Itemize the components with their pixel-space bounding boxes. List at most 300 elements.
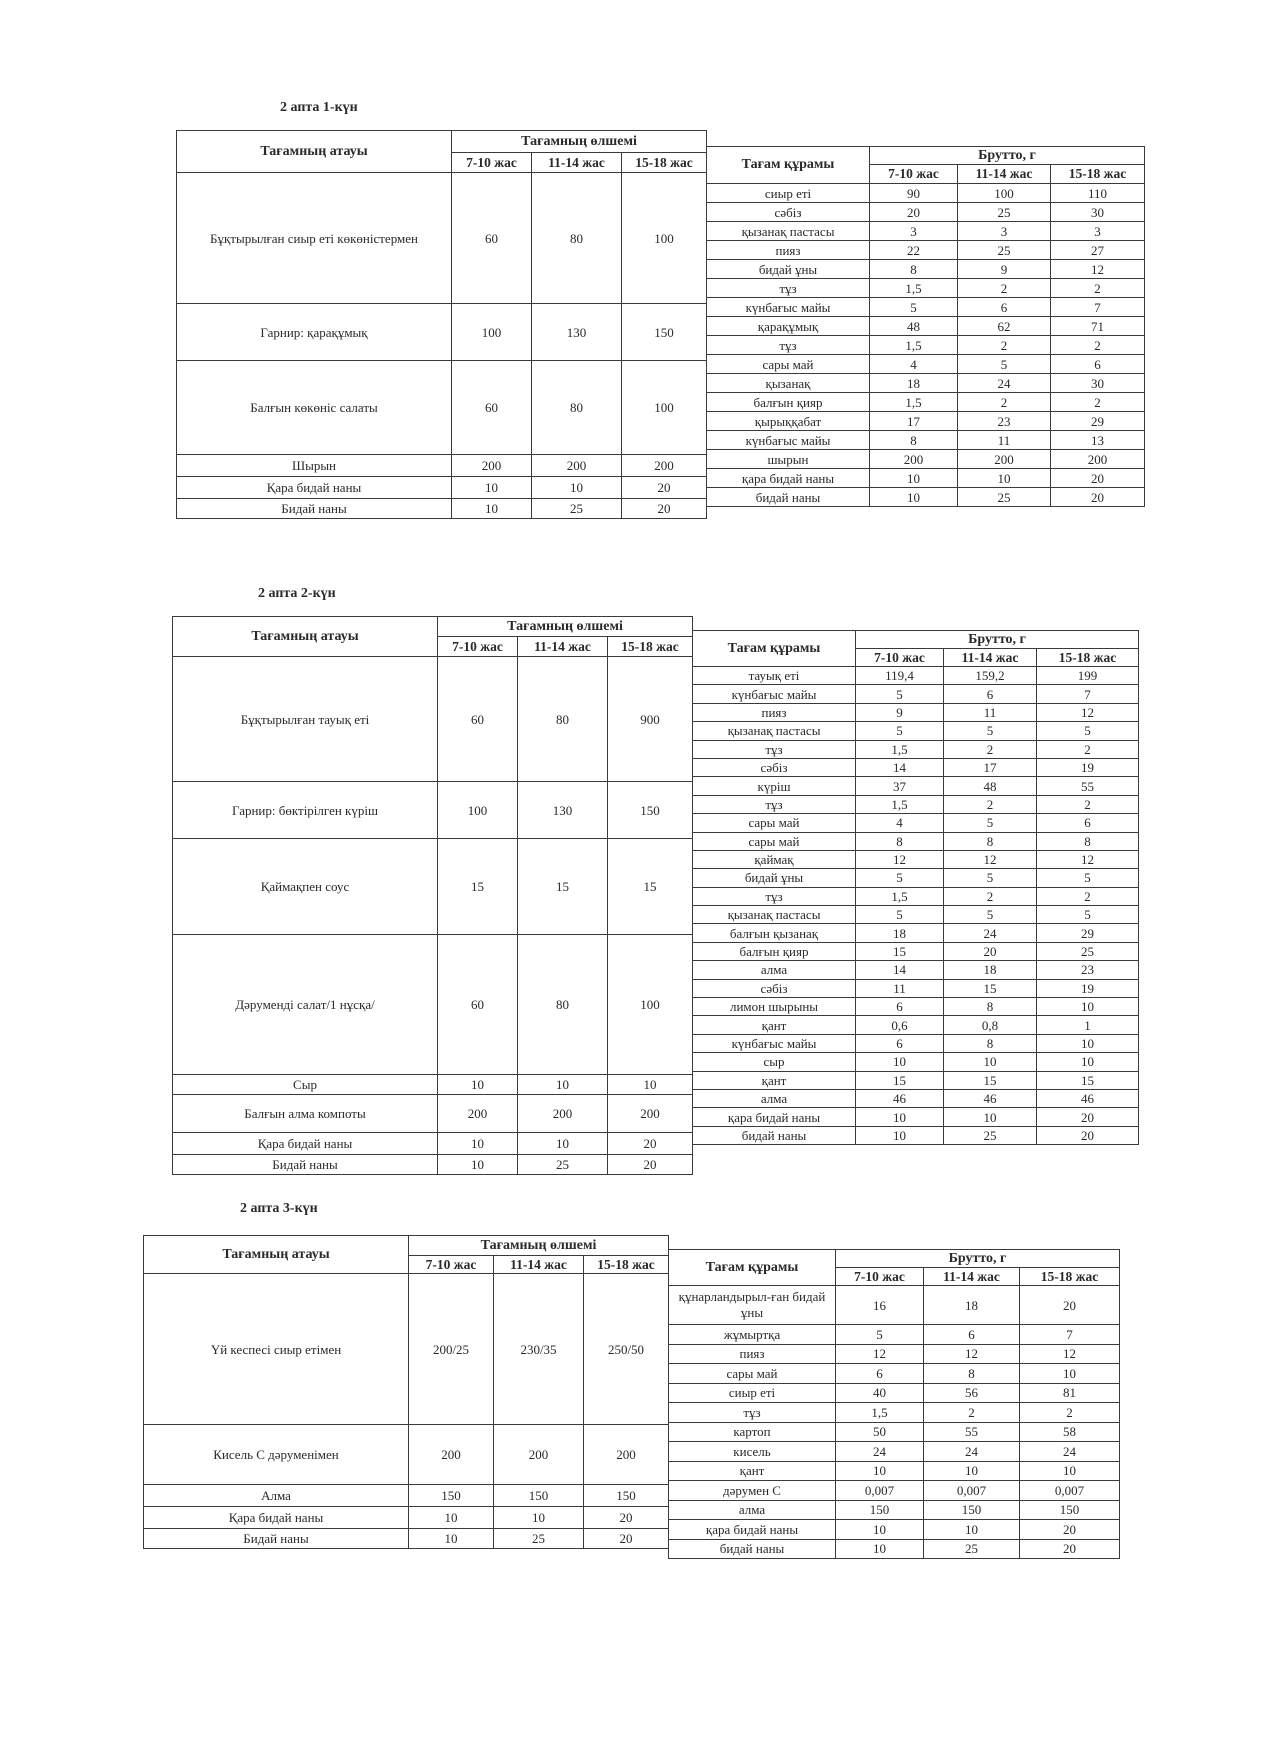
header-gross: Брутто, г	[836, 1250, 1120, 1268]
portion: 200	[438, 1095, 518, 1133]
ingredient-row	[707, 431, 1145, 450]
ingredient-name: қырыққабат	[707, 412, 870, 431]
portion: 200	[452, 455, 532, 477]
ingredient-row	[669, 1364, 1120, 1384]
ingredient-row	[707, 241, 1145, 260]
portion: 200	[518, 1095, 608, 1133]
ingredient-row	[707, 222, 1145, 241]
ingredient-row	[707, 184, 1145, 203]
ingredient-row	[693, 795, 1139, 813]
gross-value: 12	[924, 1344, 1020, 1364]
gross-value: 55	[924, 1422, 1020, 1442]
portion: 10	[494, 1507, 584, 1529]
gross-value: 5	[958, 355, 1051, 374]
ingredient-row	[669, 1325, 1120, 1345]
portion: 150	[584, 1485, 669, 1507]
ingredient-row	[693, 961, 1139, 979]
day-title: 2 апта 2-күн	[258, 586, 336, 601]
ingredient-name: сары май	[693, 832, 856, 850]
portion: 80	[532, 361, 622, 455]
ingredient-row	[693, 887, 1139, 905]
portion: 25	[494, 1529, 584, 1549]
ingredient-name: сиыр еті	[707, 184, 870, 203]
header-age: 15-18 жас	[622, 153, 707, 173]
gross-value: 2	[958, 279, 1051, 298]
dishes-table	[172, 616, 693, 1175]
portion: 200	[622, 455, 707, 477]
ingredient-row	[669, 1539, 1120, 1559]
gross-value: 25	[958, 241, 1051, 260]
gross-value: 2	[944, 740, 1037, 758]
gross-value: 55	[1037, 777, 1139, 795]
ingredient-name: күріш	[693, 777, 856, 795]
ingredient-name: пияз	[669, 1344, 836, 1364]
gross-value: 6	[836, 1364, 924, 1384]
portion: 15	[608, 839, 693, 935]
portion: 10	[438, 1075, 518, 1095]
dish-name: Алма	[144, 1485, 409, 1507]
gross-value: 20	[1020, 1520, 1120, 1540]
portion: 100	[608, 935, 693, 1075]
gross-value: 10	[958, 469, 1051, 488]
portion: 200	[409, 1425, 494, 1485]
ingredient-row	[693, 667, 1139, 685]
portion: 10	[532, 477, 622, 499]
gross-value: 48	[870, 317, 958, 336]
ingredient-name: күнбағыс майы	[693, 1034, 856, 1052]
portion: 80	[518, 657, 608, 782]
gross-value: 6	[856, 1034, 944, 1052]
ingredient-name: бидай наны	[693, 1126, 856, 1144]
gross-value: 5	[856, 722, 944, 740]
ingredient-row	[693, 703, 1139, 721]
gross-value: 19	[1037, 979, 1139, 997]
ingredient-row	[707, 260, 1145, 279]
header-age: 15-18 жас	[608, 637, 693, 657]
ingredient-name: қант	[669, 1461, 836, 1481]
gross-value: 20	[1051, 488, 1145, 507]
header-dish-name: Тағамның атауы	[173, 617, 438, 657]
gross-value: 10	[944, 1053, 1037, 1071]
ingredient-row	[669, 1442, 1120, 1462]
gross-value: 13	[1051, 431, 1145, 450]
ingredient-name: кисель	[669, 1442, 836, 1462]
gross-value: 27	[1051, 241, 1145, 260]
gross-value: 1	[1037, 1016, 1139, 1034]
portion: 20	[622, 477, 707, 499]
portion: 230/35	[494, 1274, 584, 1425]
gross-value: 19	[1037, 758, 1139, 776]
ingredient-name: бидай ұны	[693, 869, 856, 887]
gross-value: 10	[1020, 1364, 1120, 1384]
gross-value: 30	[1051, 374, 1145, 393]
gross-value: 16	[836, 1286, 924, 1325]
gross-value: 46	[1037, 1089, 1139, 1107]
gross-value: 6	[958, 298, 1051, 317]
gross-value: 200	[1051, 450, 1145, 469]
gross-value: 8	[870, 431, 958, 450]
ingredient-row	[669, 1403, 1120, 1423]
dish-name: Гарнир: қарақұмық	[177, 304, 452, 361]
ingredient-row	[693, 1089, 1139, 1107]
header-age: 7-10 жас	[452, 153, 532, 173]
gross-value: 5	[944, 869, 1037, 887]
gross-value: 5	[944, 722, 1037, 740]
ingredient-name: сәбіз	[693, 979, 856, 997]
gross-value: 8	[870, 260, 958, 279]
portion: 15	[518, 839, 608, 935]
gross-value: 2	[1037, 887, 1139, 905]
gross-value: 5	[944, 814, 1037, 832]
ingredient-name: алма	[693, 1089, 856, 1107]
portion: 900	[608, 657, 693, 782]
portion: 60	[438, 657, 518, 782]
gross-value: 2	[944, 887, 1037, 905]
ingredient-name: сәбіз	[707, 203, 870, 222]
gross-value: 6	[944, 685, 1037, 703]
dish-name: Шырын	[177, 455, 452, 477]
gross-value: 7	[1020, 1325, 1120, 1345]
header-age: 11-14 жас	[518, 637, 608, 657]
gross-value: 119,4	[856, 667, 944, 685]
gross-value: 2	[958, 336, 1051, 355]
portion: 60	[438, 935, 518, 1075]
gross-value: 100	[958, 184, 1051, 203]
ingredient-row	[707, 488, 1145, 507]
ingredient-row	[693, 1053, 1139, 1071]
portion: 150	[494, 1485, 584, 1507]
ingredient-name: пияз	[693, 703, 856, 721]
portion: 100	[452, 304, 532, 361]
dish-name: Қара бидай наны	[144, 1507, 409, 1529]
header-age: 7-10 жас	[836, 1268, 924, 1286]
ingredient-name: тұз	[669, 1403, 836, 1423]
gross-value: 10	[1020, 1461, 1120, 1481]
gross-value: 1,5	[856, 740, 944, 758]
portion: 10	[409, 1507, 494, 1529]
gross-value: 11	[944, 703, 1037, 721]
header-age: 11-14 жас	[494, 1256, 584, 1274]
gross-value: 12	[1037, 850, 1139, 868]
gross-value: 10	[1037, 1053, 1139, 1071]
ingredient-row	[693, 942, 1139, 960]
dish-name: Балғын көкөніс салаты	[177, 361, 452, 455]
dish-name: Балғын алма компоты	[173, 1095, 438, 1133]
ingredient-row	[707, 298, 1145, 317]
ingredient-name: күнбағыс майы	[693, 685, 856, 703]
gross-value: 18	[944, 961, 1037, 979]
portion: 130	[532, 304, 622, 361]
ingredient-row	[707, 203, 1145, 222]
gross-value: 10	[924, 1461, 1020, 1481]
gross-value: 10	[836, 1461, 924, 1481]
gross-value: 48	[944, 777, 1037, 795]
gross-value: 8	[1037, 832, 1139, 850]
gross-value: 12	[1020, 1344, 1120, 1364]
ingredient-row	[707, 336, 1145, 355]
ingredient-name: тұз	[707, 279, 870, 298]
gross-value: 10	[944, 1108, 1037, 1126]
header-age: 7-10 жас	[870, 165, 958, 184]
gross-value: 1,5	[870, 336, 958, 355]
header-age: 7-10 жас	[438, 637, 518, 657]
portion: 15	[438, 839, 518, 935]
ingredient-rows	[707, 184, 1145, 507]
ingredient-name: құнарландырыл-ған бидай ұны	[669, 1286, 836, 1325]
gross-value: 25	[1037, 942, 1139, 960]
header-age: 7-10 жас	[856, 649, 944, 667]
portion: 20	[584, 1507, 669, 1529]
gross-value: 15	[944, 979, 1037, 997]
header-age: 11-14 жас	[958, 165, 1051, 184]
gross-value: 20	[1037, 1108, 1139, 1126]
header-age: 11-14 жас	[532, 153, 622, 173]
gross-value: 200	[870, 450, 958, 469]
gross-value: 20	[1020, 1286, 1120, 1325]
gross-value: 9	[856, 703, 944, 721]
ingredient-name: қызанақ пастасы	[693, 722, 856, 740]
gross-value: 10	[856, 1108, 944, 1126]
portion: 200	[584, 1425, 669, 1485]
gross-value: 200	[958, 450, 1051, 469]
gross-value: 10	[870, 469, 958, 488]
gross-value: 0,007	[924, 1481, 1020, 1501]
ingredient-row	[693, 685, 1139, 703]
gross-value: 150	[836, 1500, 924, 1520]
portion: 10	[518, 1133, 608, 1155]
gross-value: 5	[856, 906, 944, 924]
ingredient-row	[693, 850, 1139, 868]
gross-value: 11	[958, 431, 1051, 450]
ingredient-row	[707, 469, 1145, 488]
gross-value: 11	[856, 979, 944, 997]
ingredient-name: күнбағыс майы	[707, 431, 870, 450]
gross-value: 2	[944, 795, 1037, 813]
gross-value: 18	[856, 924, 944, 942]
gross-value: 24	[924, 1442, 1020, 1462]
gross-value: 15	[856, 942, 944, 960]
gross-value: 8	[944, 832, 1037, 850]
gross-value: 24	[836, 1442, 924, 1462]
ingredients-table	[668, 1249, 1120, 1559]
ingredient-row	[707, 450, 1145, 469]
ingredient-name: картоп	[669, 1422, 836, 1442]
ingredient-name: тұз	[693, 887, 856, 905]
gross-value: 23	[1037, 961, 1139, 979]
dishes-table	[143, 1235, 669, 1549]
ingredient-name: алма	[693, 961, 856, 979]
gross-value: 5	[1037, 722, 1139, 740]
gross-value: 25	[924, 1539, 1020, 1559]
gross-value: 10	[1037, 998, 1139, 1016]
gross-value: 12	[856, 850, 944, 868]
gross-value: 8	[856, 832, 944, 850]
gross-value: 2	[1037, 795, 1139, 813]
ingredient-name: тұз	[707, 336, 870, 355]
ingredient-name: балғын қияр	[693, 942, 856, 960]
portion: 150	[409, 1485, 494, 1507]
ingredient-row	[669, 1520, 1120, 1540]
gross-value: 6	[1037, 814, 1139, 832]
gross-value: 10	[836, 1539, 924, 1559]
gross-value: 3	[958, 222, 1051, 241]
ingredient-row	[669, 1422, 1120, 1442]
gross-value: 0,007	[836, 1481, 924, 1501]
gross-value: 20	[1020, 1539, 1120, 1559]
gross-value: 6	[856, 998, 944, 1016]
ingredients-table	[706, 146, 1145, 507]
gross-value: 10	[924, 1520, 1020, 1540]
ingredient-row	[707, 393, 1145, 412]
day-title: 2 апта 1-күн	[280, 100, 358, 115]
gross-value: 8	[944, 1034, 1037, 1052]
portion: 150	[622, 304, 707, 361]
gross-value: 1,5	[856, 795, 944, 813]
gross-value: 46	[856, 1089, 944, 1107]
ingredient-name: сары май	[707, 355, 870, 374]
gross-value: 3	[870, 222, 958, 241]
gross-value: 46	[944, 1089, 1037, 1107]
gross-value: 5	[944, 906, 1037, 924]
dish-name: Бидай наны	[144, 1529, 409, 1549]
dish-name: Гарнир: бөктірілген күріш	[173, 782, 438, 839]
gross-value: 62	[958, 317, 1051, 336]
ingredient-name: қара бидай наны	[707, 469, 870, 488]
ingredient-row	[693, 998, 1139, 1016]
portion: 10	[518, 1075, 608, 1095]
header-portion: Тағамның өлшемі	[438, 617, 693, 637]
ingredient-name: тұз	[693, 740, 856, 758]
ingredient-name: сиыр еті	[669, 1383, 836, 1403]
header-gross: Брутто, г	[870, 147, 1145, 165]
ingredient-name: тауық еті	[693, 667, 856, 685]
gross-value: 10	[1037, 1034, 1139, 1052]
gross-value: 24	[1020, 1442, 1120, 1462]
gross-value: 1,5	[870, 393, 958, 412]
gross-value: 199	[1037, 667, 1139, 685]
portion: 20	[608, 1133, 693, 1155]
portion: 250/50	[584, 1274, 669, 1425]
gross-value: 5	[836, 1325, 924, 1345]
ingredient-name: қара бидай наны	[669, 1520, 836, 1540]
gross-value: 5	[1037, 869, 1139, 887]
ingredient-row	[693, 1126, 1139, 1144]
ingredient-row	[669, 1286, 1120, 1325]
header-portion: Тағамның өлшемі	[452, 131, 707, 153]
gross-value: 20	[870, 203, 958, 222]
gross-value: 150	[1020, 1500, 1120, 1520]
gross-value: 10	[836, 1520, 924, 1540]
gross-value: 50	[836, 1422, 924, 1442]
gross-value: 12	[836, 1344, 924, 1364]
ingredient-row	[693, 906, 1139, 924]
portion: 200	[532, 455, 622, 477]
gross-value: 2	[1037, 740, 1139, 758]
ingredient-name: қызанақ пастасы	[707, 222, 870, 241]
gross-value: 12	[1051, 260, 1145, 279]
portion: 10	[438, 1133, 518, 1155]
portion: 130	[518, 782, 608, 839]
ingredient-name: күнбағыс майы	[707, 298, 870, 317]
ingredient-row	[669, 1461, 1120, 1481]
portion: 20	[584, 1529, 669, 1549]
ingredient-row	[693, 1016, 1139, 1034]
ingredient-row	[669, 1383, 1120, 1403]
gross-value: 12	[1037, 703, 1139, 721]
portion: 80	[518, 935, 608, 1075]
ingredient-name: бидай ұны	[707, 260, 870, 279]
ingredient-row	[693, 777, 1139, 795]
portion: 60	[452, 173, 532, 304]
gross-value: 7	[1051, 298, 1145, 317]
ingredient-row	[669, 1500, 1120, 1520]
gross-value: 18	[870, 374, 958, 393]
ingredient-name: балғын қызанақ	[693, 924, 856, 942]
ingredient-name: қарақұмық	[707, 317, 870, 336]
ingredient-name: қант	[693, 1016, 856, 1034]
gross-value: 4	[856, 814, 944, 832]
header-age: 11-14 жас	[924, 1268, 1020, 1286]
gross-value: 29	[1051, 412, 1145, 431]
ingredient-row	[707, 355, 1145, 374]
portion: 200	[608, 1095, 693, 1133]
gross-value: 18	[924, 1286, 1020, 1325]
header-gross: Брутто, г	[856, 631, 1139, 649]
portion: 100	[622, 173, 707, 304]
gross-value: 8	[924, 1364, 1020, 1384]
ingredient-row	[707, 412, 1145, 431]
gross-value: 2	[1051, 393, 1145, 412]
ingredient-name: бидай наны	[669, 1539, 836, 1559]
gross-value: 110	[1051, 184, 1145, 203]
gross-value: 0,6	[856, 1016, 944, 1034]
ingredient-name: сары май	[669, 1364, 836, 1384]
gross-value: 17	[870, 412, 958, 431]
day-title: 2 апта 3-күн	[240, 1201, 318, 1216]
ingredient-name: лимон шырыны	[693, 998, 856, 1016]
gross-value: 37	[856, 777, 944, 795]
header-age: 15-18 жас	[1051, 165, 1145, 184]
gross-value: 10	[856, 1053, 944, 1071]
portion: 10	[438, 1155, 518, 1175]
ingredient-name: дәрумен С	[669, 1481, 836, 1501]
gross-value: 10	[856, 1126, 944, 1144]
gross-value: 25	[944, 1126, 1037, 1144]
ingredient-name: қаймақ	[693, 850, 856, 868]
gross-value: 10	[870, 488, 958, 507]
ingredient-name: бидай наны	[707, 488, 870, 507]
gross-value: 20	[944, 942, 1037, 960]
gross-value: 8	[944, 998, 1037, 1016]
gross-value: 0,8	[944, 1016, 1037, 1034]
header-portion: Тағамның өлшемі	[409, 1236, 669, 1256]
gross-value: 1,5	[836, 1403, 924, 1423]
ingredient-row	[693, 832, 1139, 850]
dish-name: Үй кеспесі сиыр етімен	[144, 1274, 409, 1425]
ingredient-row	[669, 1344, 1120, 1364]
portion: 25	[518, 1155, 608, 1175]
ingredient-name: сәбіз	[693, 758, 856, 776]
ingredient-row	[707, 279, 1145, 298]
portion: 200/25	[409, 1274, 494, 1425]
gross-value: 1,5	[856, 887, 944, 905]
portion: 100	[438, 782, 518, 839]
portion: 10	[452, 477, 532, 499]
gross-value: 150	[924, 1500, 1020, 1520]
ingredient-row	[693, 1034, 1139, 1052]
ingredient-rows	[693, 667, 1139, 1145]
ingredient-name: сары май	[693, 814, 856, 832]
